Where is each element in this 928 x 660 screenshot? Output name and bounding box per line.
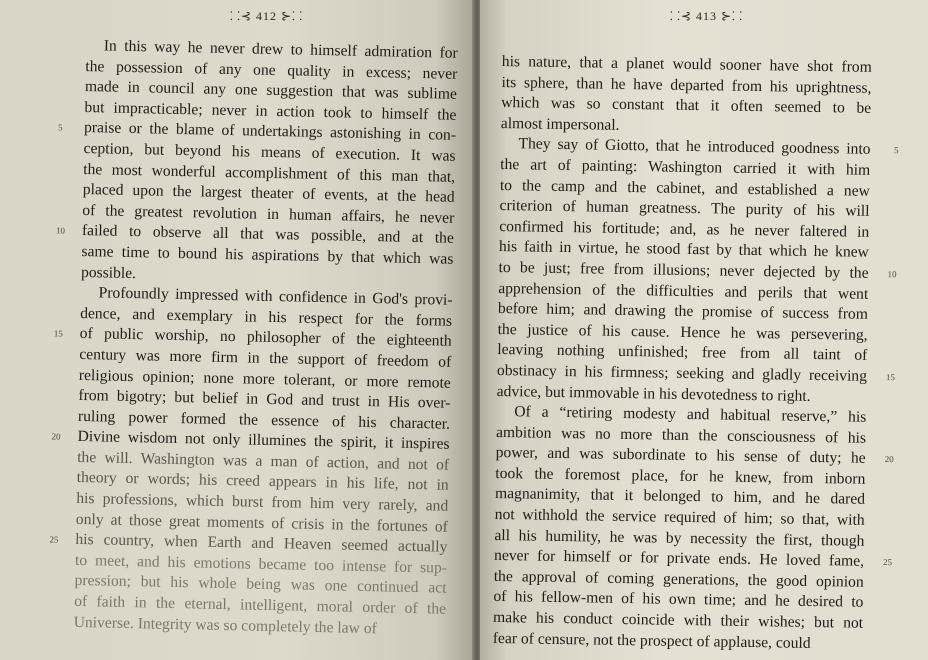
ornament-left: ⸬⊰ [230, 9, 257, 23]
line-number: 25 [882, 557, 893, 568]
line-text: to the camp and the cabinet, and established a new [499, 176, 870, 200]
line-text: confirmed his fortitude; and, as he never faltered in [499, 217, 870, 241]
line-text: the art of painting: Washington carried it with him [500, 155, 871, 179]
line-text: to meet, and his emotions became too intense for sup- [74, 551, 448, 577]
line-text: his country, when Earth and Heaven seemed actually [75, 531, 448, 556]
line-text: make his conduct coincide with their wishes; but not [492, 608, 864, 632]
line-text: before him; and drawing the promise of success from [497, 300, 869, 323]
line-text: power, and was subordinate to his sense of duty; he [495, 444, 866, 468]
line-number: 5 [57, 122, 63, 133]
line-number: 15 [53, 328, 63, 339]
line-text: never for himself or for private ends. He loved fame, [493, 547, 865, 570]
line-text: dence, and exemplary in his respect for the forms [80, 304, 453, 330]
line-text: only at those great moments of crisis in the fortunes of [75, 510, 448, 536]
line-text: the possession of any one quality in excess; never [85, 57, 458, 83]
line-text: obstinacy in his firmness; seeking and gladly receiving [496, 361, 868, 385]
line-text: praise or the blame of undertakings astonishing in con- [83, 119, 457, 145]
line-text: ruling power formed the essence of his character. [77, 407, 451, 433]
line-number: 15 [885, 371, 896, 383]
line-text: Divine wisdom not only illumines the spirit, it inspires [77, 428, 450, 453]
line-text: Profoundly impressed with confidence in God's provi- [98, 284, 453, 309]
line-text: pression; but his whole being was one continued act [74, 572, 447, 598]
line-text: magnanimity, that it belonged to him, and he dared [494, 485, 866, 509]
left-page-text [49, 36, 458, 641]
line-text: took the foremost place, for he knew, from inborn [495, 464, 866, 488]
line-number: 10 [55, 225, 66, 236]
line-text: of faith in the eternal, intelligent, moral order of the [73, 592, 447, 618]
line-text: apprehension of the difficulties and perils that went [498, 279, 869, 303]
line-text: placed upon the largest theater of events, at the head [82, 181, 455, 206]
page-number-413: 413 [696, 9, 718, 23]
line-text: which was so constant that it often seemed to be [501, 94, 872, 117]
line-text: made in council any one suggestion that was sublime [84, 78, 458, 103]
right-page-number: ⸬⊰ 413 ⊱⸬ [670, 9, 744, 23]
line-text: the approval of coming generations, the good opinion [493, 567, 864, 591]
left-page-number: ⸬⊰ 412 ⊱⸬ [230, 9, 304, 23]
right-page-text [492, 52, 899, 655]
line-text: religious opinion; none more tolerant, or more remote [78, 366, 451, 392]
line-text: almost impersonal. [500, 114, 620, 134]
line-text: They say of Giotto, that he introduced goodness into [518, 135, 871, 159]
line-text: of the greatest revolution in human affairs, he never [82, 201, 455, 227]
line-number: 25 [49, 534, 59, 545]
line-number: 5 [893, 145, 899, 156]
line-number: 10 [887, 269, 897, 280]
line-text: same time to bound his aspirations by that which was [81, 242, 454, 268]
line-text: ception, but beyond his means of execution. It was [83, 139, 456, 165]
line-text: century was more firm in the support of freedom of [79, 345, 452, 371]
line-text: his nature, that a planet would sooner have shot from [501, 52, 872, 76]
line-text: ambition was no more than the consciousness of his [495, 423, 867, 447]
line-text: Of a “retiring modesty and habitual reserve,” his [514, 403, 867, 426]
line-text: criterion of human greatness. The purity of his will [499, 197, 870, 220]
line-text: his faith in virtue, he stood fast by that which he knew [498, 238, 870, 262]
line-text: fear of censure, not the prospect of applause, could [492, 629, 811, 652]
line-text: the most wonderful accomplishment of this man that, [83, 160, 456, 186]
line-text: In this way he never drew to himself admiration for [103, 37, 458, 62]
line-text: theory or words; his creed appears in his life, not in [76, 469, 449, 495]
line-text: to be just; free from illusions; never dejected by the [498, 258, 869, 282]
line-text: leaving nothing unfinished; free from all taint of [497, 341, 868, 365]
line-text: not withhold the service required of him; so that, with [494, 506, 865, 529]
page-number-412: 412 [256, 9, 278, 23]
line-number: 20 [884, 454, 894, 465]
line-text: all his humility, he was by necessity the first, though [494, 526, 865, 550]
line-number: 20 [51, 431, 61, 442]
text-line [493, 629, 863, 655]
line-text: its sphere, than he have departed from his uprightness, [501, 73, 872, 97]
line-text: the justice of his cause. Hence he was persevering, [497, 320, 868, 344]
line-text: Universe. Integrity was so completely the law of [73, 613, 377, 637]
line-text: his professions, which burst from him very rarely, and [76, 489, 449, 515]
line-text: from bigotry; but belief in God and trust in His over- [78, 387, 451, 412]
line-text: failed to observe all that was possible, and at the [81, 222, 455, 248]
line-text: but impracticable; never in action took to himself the [84, 98, 457, 124]
line-text: of public worship, no philosopher of the eighteenth [79, 325, 452, 351]
line-text: possible. [80, 263, 137, 282]
line-text: advice, but immovable in his devotedness to right. [496, 382, 811, 405]
right-page [480, 0, 928, 660]
line-text: of his fellow-men of his own time; and he desired to [493, 588, 864, 612]
line-text: the will. Washington was a man of action, and not of [76, 448, 450, 474]
